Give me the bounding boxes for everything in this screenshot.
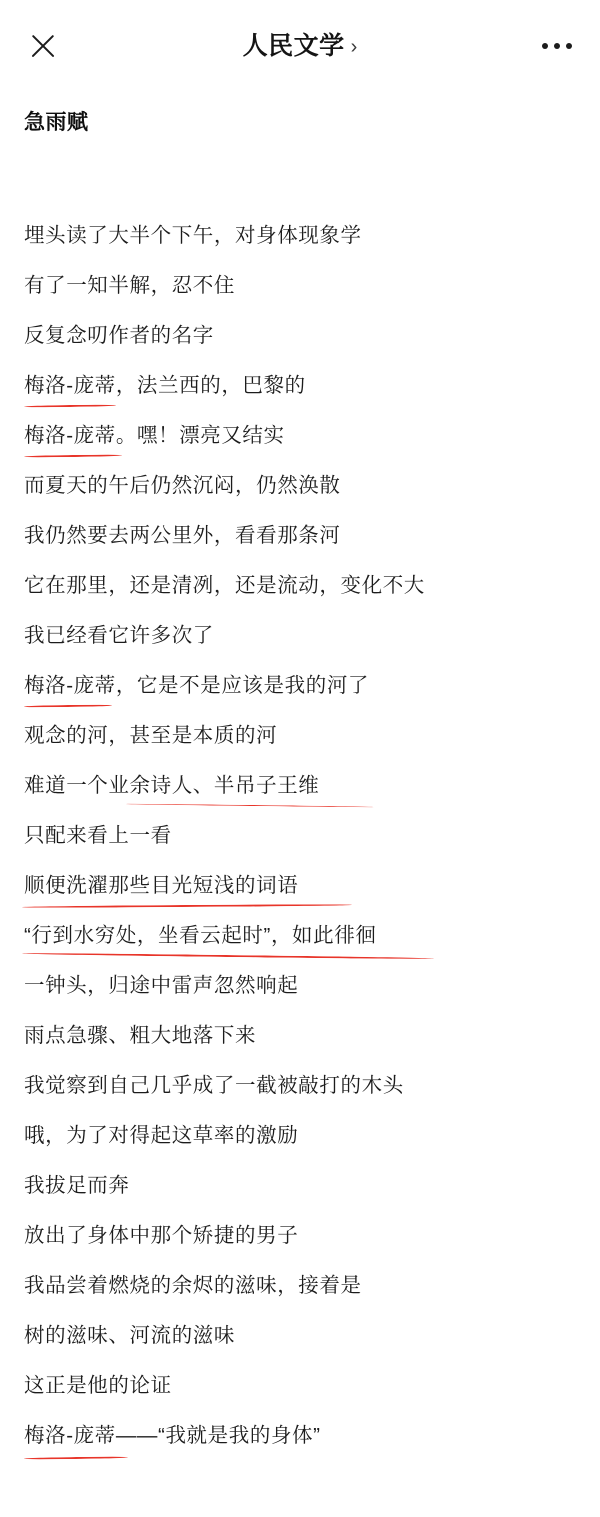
poem-line: 只配来看上一看 (24, 824, 172, 848)
poem-line: 我品尝着燃烧的余烬的滋味，接着是 (24, 1274, 362, 1298)
poem-line-text: 梅洛-庞蒂。嘿！漂亮又结实 (24, 424, 285, 448)
top-navigation-bar (0, 0, 600, 92)
red-underline-annotation (24, 1457, 128, 1460)
nav-title-group[interactable] (112, 31, 488, 60)
page-title: 急雨赋 (24, 111, 89, 134)
poem-line-annotated (24, 761, 576, 811)
red-underline-annotation (22, 904, 352, 908)
poem-line: 有了一知半解，忍不住 (24, 274, 235, 298)
poem-line-text: 梅洛-庞蒂——“我就是我的身体” (24, 1424, 321, 1448)
poem-line: 观念的河，甚至是本质的河 (24, 724, 278, 748)
poem-body (24, 211, 576, 1461)
poem-line: 反复念叨作者的名字 (24, 324, 214, 348)
poem-line: 我拔足而奔 (24, 1174, 130, 1198)
poem-line-annotated (24, 361, 576, 411)
poem-line-text: 难道一个业余诗人、半吊子王维 (24, 774, 320, 798)
poem-line-text: 梅洛-庞蒂，它是不是应该是我的河了 (24, 674, 370, 698)
poem-line: 这正是他的论证 (24, 1374, 172, 1398)
red-underline-annotation (24, 705, 112, 708)
poem-line: 它在那里，还是清冽，还是流动，变化不大 (24, 574, 425, 598)
red-underline-annotation (24, 405, 116, 408)
red-underline-annotation (126, 804, 374, 808)
bottom-spacer (24, 1461, 576, 1501)
poem-line: 雨点急骤、粗大地落下来 (24, 1024, 257, 1048)
more-options-icon[interactable] (540, 37, 574, 55)
article-content (0, 92, 600, 1501)
poem-line: 放出了身体中那个矫捷的男子 (24, 1224, 299, 1248)
poem-line: 而夏天的午后仍然沉闷，仍然涣散 (24, 474, 341, 498)
poem-line: 我仍然要去两公里外，看看那条河 (24, 524, 341, 548)
poem-line-annotated (24, 861, 576, 911)
chevron-right-icon[interactable]: › (350, 35, 358, 58)
poem-line-annotated (24, 411, 576, 461)
nav-left-group (26, 29, 112, 63)
poem-line: 哦，为了对得起这草率的激励 (24, 1124, 299, 1148)
poem-line: 树的滋味、河流的滋味 (24, 1324, 235, 1348)
poem-line: 埋头读了大半个下午，对身体现象学 (24, 224, 362, 248)
red-underline-annotation (22, 953, 434, 960)
poem-line: 我已经看它许多次了 (24, 624, 214, 648)
poem-line-text: 顺便洗濯那些目光短浅的词语 (24, 874, 299, 898)
nav-right-group (488, 37, 574, 55)
poem-line-annotated (24, 911, 576, 961)
poem-line-text: “行到水穷处，坐看云起时”，如此徘徊 (24, 924, 377, 948)
poem-line-annotated (24, 661, 576, 711)
poem-line-annotated (24, 1411, 576, 1461)
red-underline-annotation (24, 455, 122, 458)
poem-line: 我觉察到自己几乎成了一截被敲打的木头 (24, 1074, 404, 1098)
poem-line-text: 梅洛-庞蒂，法兰西的，巴黎的 (24, 374, 306, 398)
account-name[interactable]: 人民文学 (242, 31, 345, 60)
poem-line: 一钟头，归途中雷声忽然响起 (24, 974, 299, 998)
close-icon[interactable] (26, 29, 60, 63)
